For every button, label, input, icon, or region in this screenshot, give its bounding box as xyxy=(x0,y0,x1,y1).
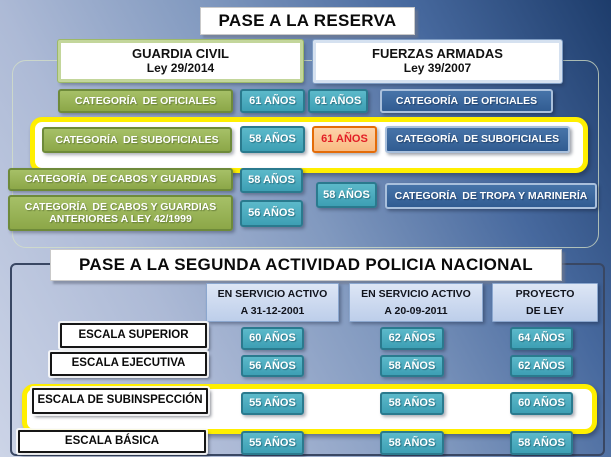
escala-superior-age-2011: 62 AÑOS xyxy=(380,327,444,350)
escala-basica-age-2011: 58 AÑOS xyxy=(380,431,444,455)
column-header-line2: DE LEY xyxy=(526,304,564,317)
fa-tropa-category: CATEGORÍA DE TROPA Y MARINERÍA xyxy=(385,183,597,209)
fa-oficiales-category: CATEGORÍA DE OFICIALES xyxy=(380,89,553,113)
escala-ejecutiva-age-2011: 58 AÑOS xyxy=(380,355,444,377)
column-header-line1: EN SERVICIO ACTIVO xyxy=(217,288,328,301)
guardia-civil-header xyxy=(58,40,303,82)
fa-tropa-age: 58 AÑOS xyxy=(316,182,377,208)
fa-oficiales-age: 61 AÑOS xyxy=(308,89,368,113)
guardia-civil-name: GUARDIA CIVIL xyxy=(131,45,230,61)
gc-oficiales-category: CATEGORÍA DE OFICIALES xyxy=(58,89,233,113)
escala-subinspeccion-label: ESCALA DE SUBINSPECCIÓN xyxy=(32,388,208,414)
escala-superior-age-2001: 60 AÑOS xyxy=(241,327,304,350)
gc-cabos-age: 58 AÑOS xyxy=(240,168,303,193)
fa-suboficiales-category: CATEGORÍA DE SUBOFICIALES xyxy=(385,126,570,153)
escala-basica-age-2001: 55 AÑOS xyxy=(241,431,304,455)
gc-suboficiales-age: 58 AÑOS xyxy=(240,126,305,153)
gc-suboficiales-category: CATEGORÍA DE SUBOFICIALES xyxy=(42,127,232,153)
gc-cabos-category: CATEGORÍA DE CABOS Y GUARDIAS xyxy=(8,168,233,191)
escala-subinspeccion-age-proyecto: 60 AÑOS xyxy=(510,392,573,415)
escala-superior-label: ESCALA SUPERIOR xyxy=(60,323,207,348)
fuerzas-armadas-header xyxy=(313,40,562,83)
gc-cabos-anteriores-age: 56 AÑOS xyxy=(240,200,303,227)
escala-ejecutiva-age-proyecto: 62 AÑOS xyxy=(510,355,573,377)
escala-basica-label: ESCALA BÁSICA xyxy=(18,430,206,453)
column-header-servicio-2011 xyxy=(349,283,483,322)
guardia-civil-law: Ley 29/2014 xyxy=(146,60,215,75)
column-header-line1: PROYECTO xyxy=(515,288,575,301)
fuerzas-armadas-law: Ley 39/2007 xyxy=(403,61,472,76)
escala-ejecutiva-age-2001: 56 AÑOS xyxy=(241,355,304,377)
column-header-line1: EN SERVICIO ACTIVO xyxy=(361,288,471,301)
fa-suboficiales-age: 61 AÑOS xyxy=(312,126,377,153)
column-header-line2: A 31-12-2001 xyxy=(240,304,305,317)
escala-superior-age-proyecto: 64 AÑOS xyxy=(510,327,573,350)
column-header-servicio-2001 xyxy=(206,283,339,322)
column-header-proyecto-ley xyxy=(492,283,598,322)
column-header-line2: A 20-09-2011 xyxy=(384,304,448,317)
escala-subinspeccion-age-2011: 58 AÑOS xyxy=(380,392,444,415)
gc-oficiales-age: 61 AÑOS xyxy=(240,89,305,113)
gc-cabos-anteriores-line1: CATEGORÍA DE CABOS Y GUARDIAS xyxy=(24,200,217,213)
gc-cabos-anteriores-category xyxy=(8,195,233,231)
fuerzas-armadas-name: FUERZAS ARMADAS xyxy=(372,46,503,62)
gc-cabos-anteriores-line2: ANTERIORES A LEY 42/1999 xyxy=(49,213,192,225)
escala-ejecutiva-label: ESCALA EJECUTIVA xyxy=(50,352,207,376)
escala-subinspeccion-age-2001: 55 AÑOS xyxy=(241,392,304,415)
escala-basica-age-proyecto: 58 AÑOS xyxy=(510,431,573,455)
reserva-title: PASE A LA RESERVA xyxy=(200,7,415,35)
policia-title: PASE A LA SEGUNDA ACTIVIDAD POLICIA NACIONAL xyxy=(50,249,562,281)
